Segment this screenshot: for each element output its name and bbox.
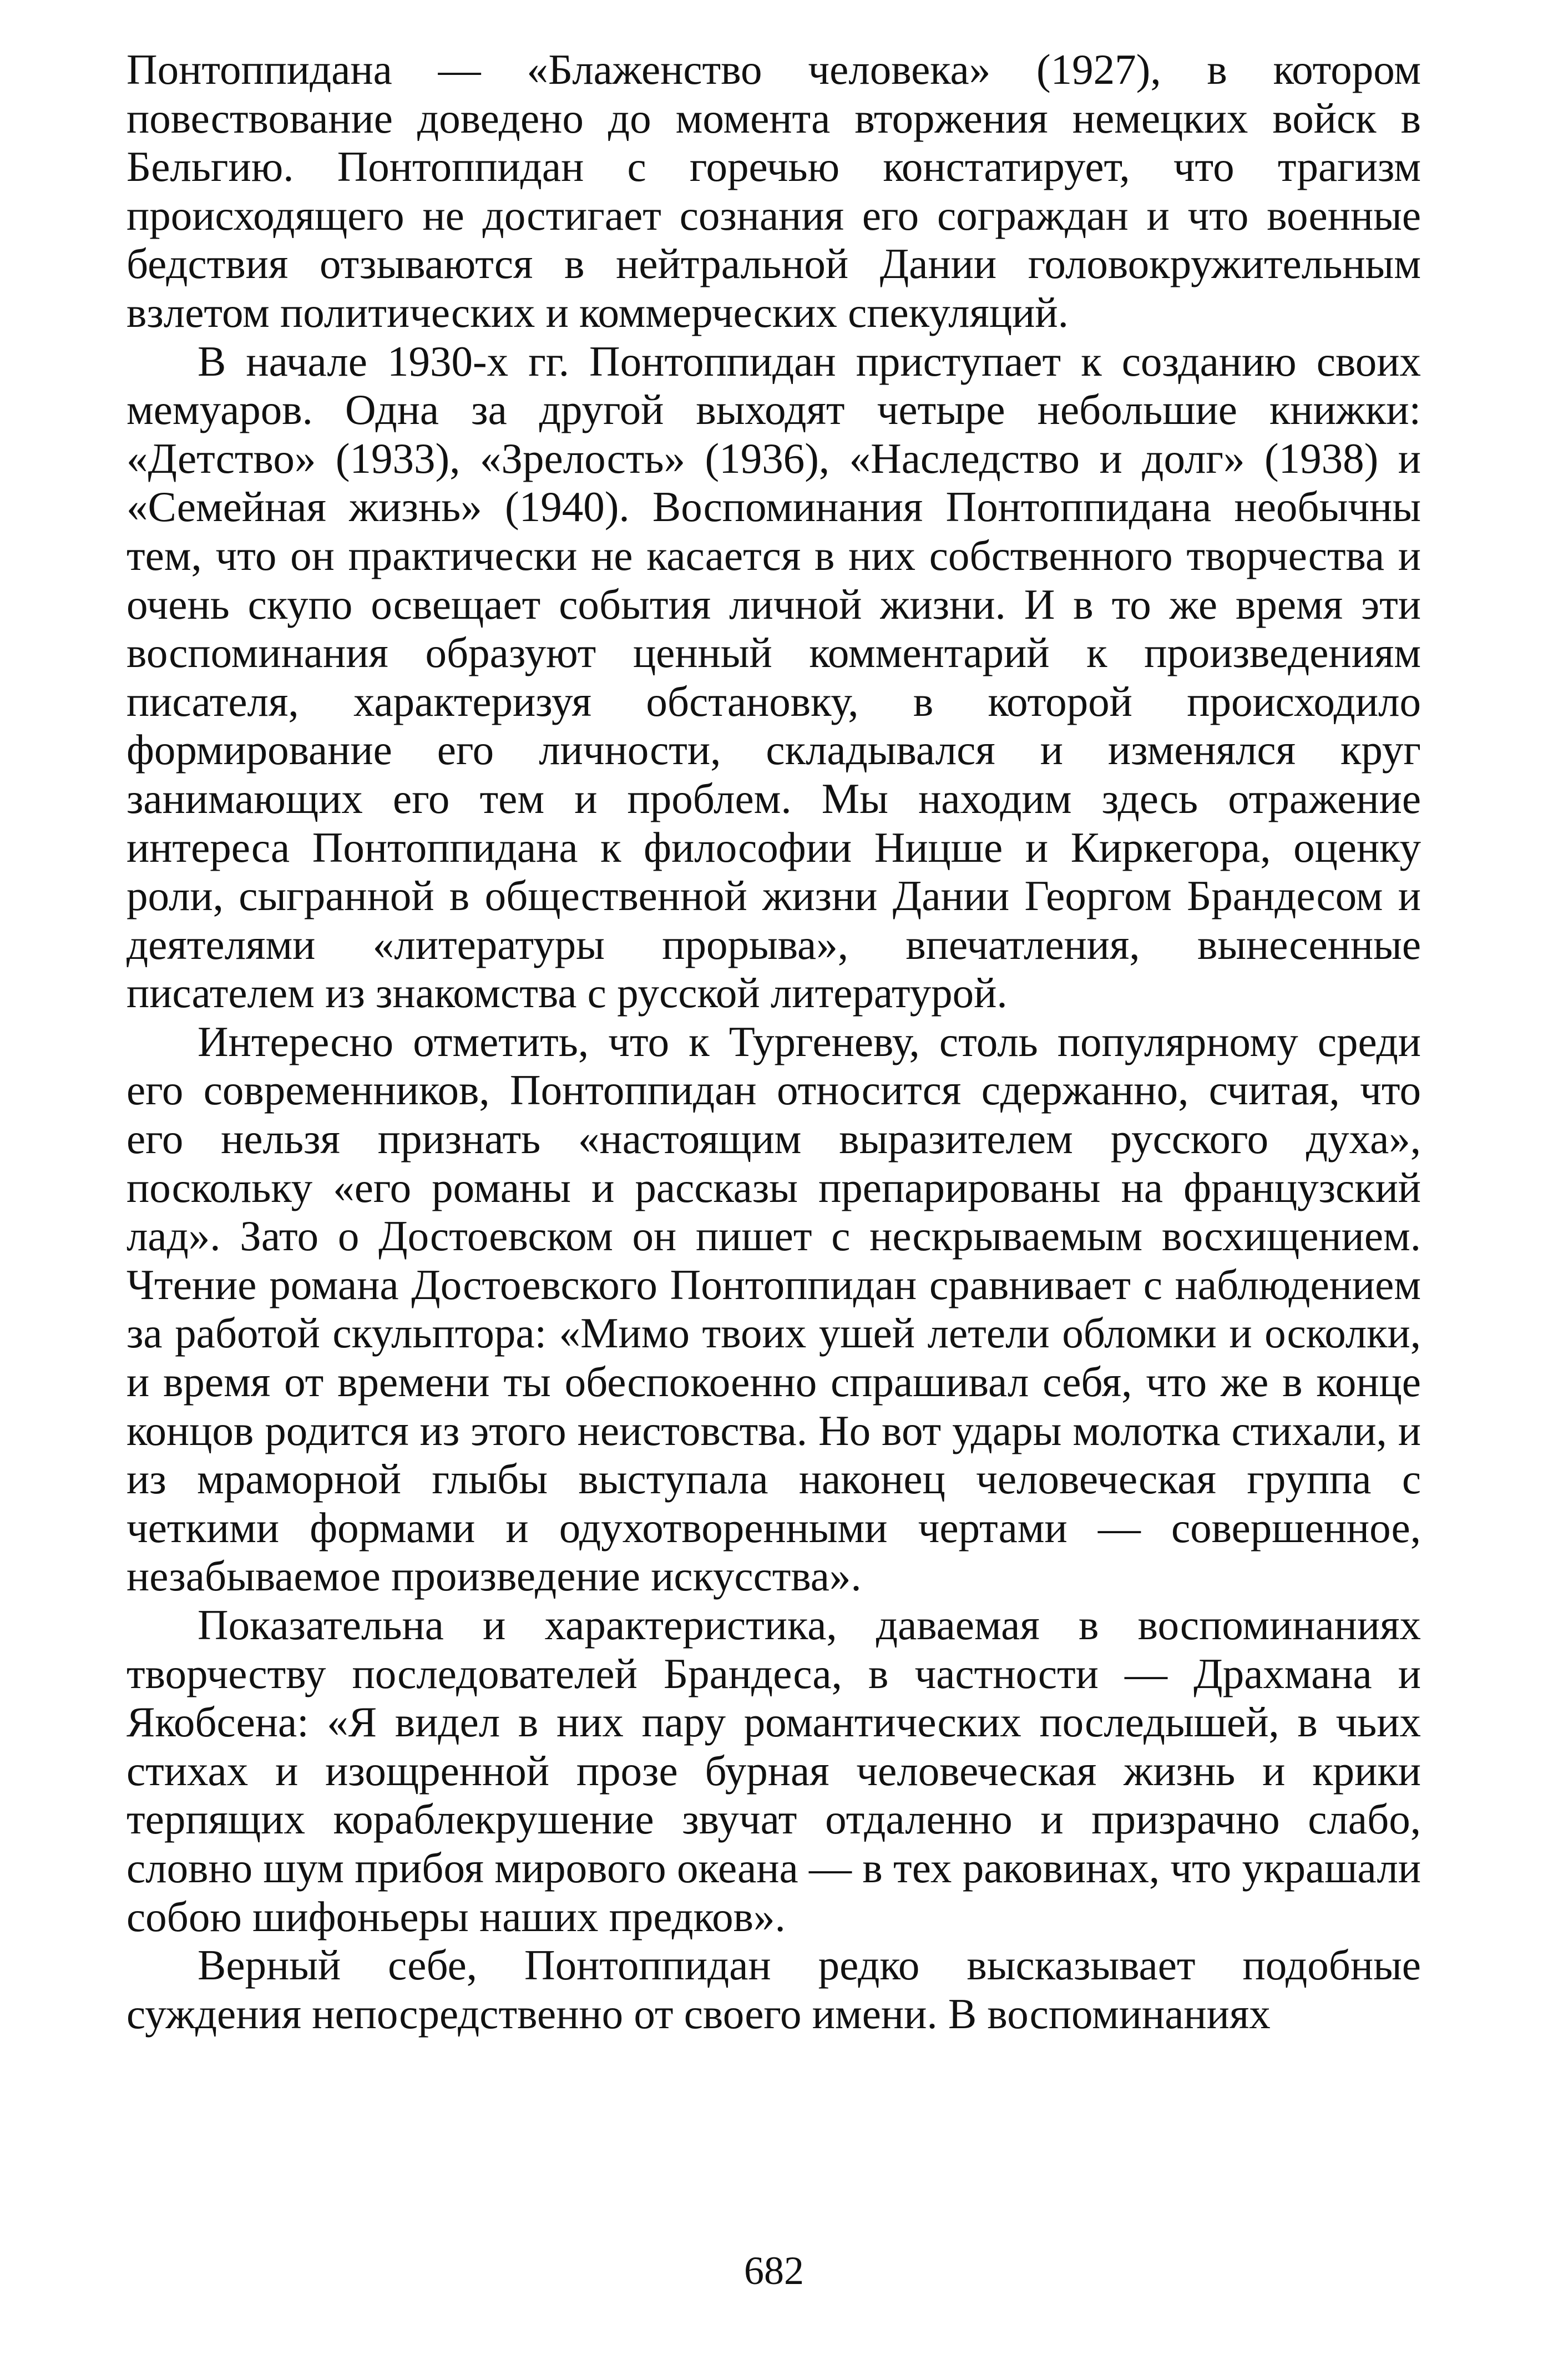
page-number: 682	[744, 2248, 804, 2293]
paragraph-2: В начале 1930-х гг. Понтоппидан приступает к созданию своих мемуаров. Одна за другой выходят четыре небольшие книжки: «Детство» (1933), «Зрелость» (1936), «Наследство и долг» (1938) и «Семейная жизнь» (1940). Воспоминания Понтоппидана необычны тем, что он практически не касается в них собственного творчества и очень скупо освещает события личной жизни. И в то же время эти воспоминания образуют ценный комментарий к произведениям писателя, характеризуя обстановку, в которой происходило формирование его личности, складывался и изменялся круг занимающих его тем и проблем. Мы находим здесь отражение интереса Понтоппидана к философии Ницше и Киркегора, оценку роли, сыгранной в общественной жизни Дании Георгом Брандесом и деятелями «литературы прорыва», впечатления, вынесенные писателем из знакомства с русской литературой.	[127, 337, 1421, 1017]
paragraph-4: Показательна и характеристика, даваемая в воспоминаниях творчеству последователей Брандеса, в частности — Драхмана и Якобсена: «Я видел в них пару романтических последышей, в чьих стихах и изощренной прозе бурная человеческая жизнь и крики терпящих кораблекрушение звучат отдаленно и призрачно слабо, словно шум прибоя мирового океана — в тех раковинах, что украшали собою шифоньеры наших предков».	[127, 1601, 1421, 1941]
paragraph-1: Понтоппидана — «Блаженство человека» (1927), в котором повествование доведено до момента вторжения немецких войск в Бельгию. Понтоппидан с горечью констатирует, что трагизм происходящего не достигает сознания его сограждан и что военные бедствия отзываются в нейтральной Дании головокружительным взлетом политических и коммерческих спекуляций.	[127, 46, 1421, 336]
paragraph-5: Верный себе, Понтоппидан редко высказывает подобные суждения непосредственно от своего имени. В воспоминаниях	[127, 1941, 1421, 2038]
body-text	[127, 46, 1421, 2038]
paragraph-3: Интересно отметить, что к Тургеневу, столь популярному среди его современников, Понтоппидан относится сдержанно, считая, что его нельзя признать «настоящим выразителем русского духа», поскольку «его романы и рассказы препарированы на французский лад». Зато о Достоевском он пишет с нескрываемым восхищением. Чтение романа Достоевского Понтоппидан сравнивает с наблюдением за работой скульптора: «Мимо твоих ушей летели обломки и осколки, и время от времени ты обеспокоенно спрашивал себя, что же в конце концов родится из этого неистовства. Но вот удары молотка стихали, и из мраморной глыбы выступала наконец человеческая группа с четкими формами и одухотворенными чертами — совершенное, незабываемое произведение искусства».	[127, 1017, 1421, 1600]
